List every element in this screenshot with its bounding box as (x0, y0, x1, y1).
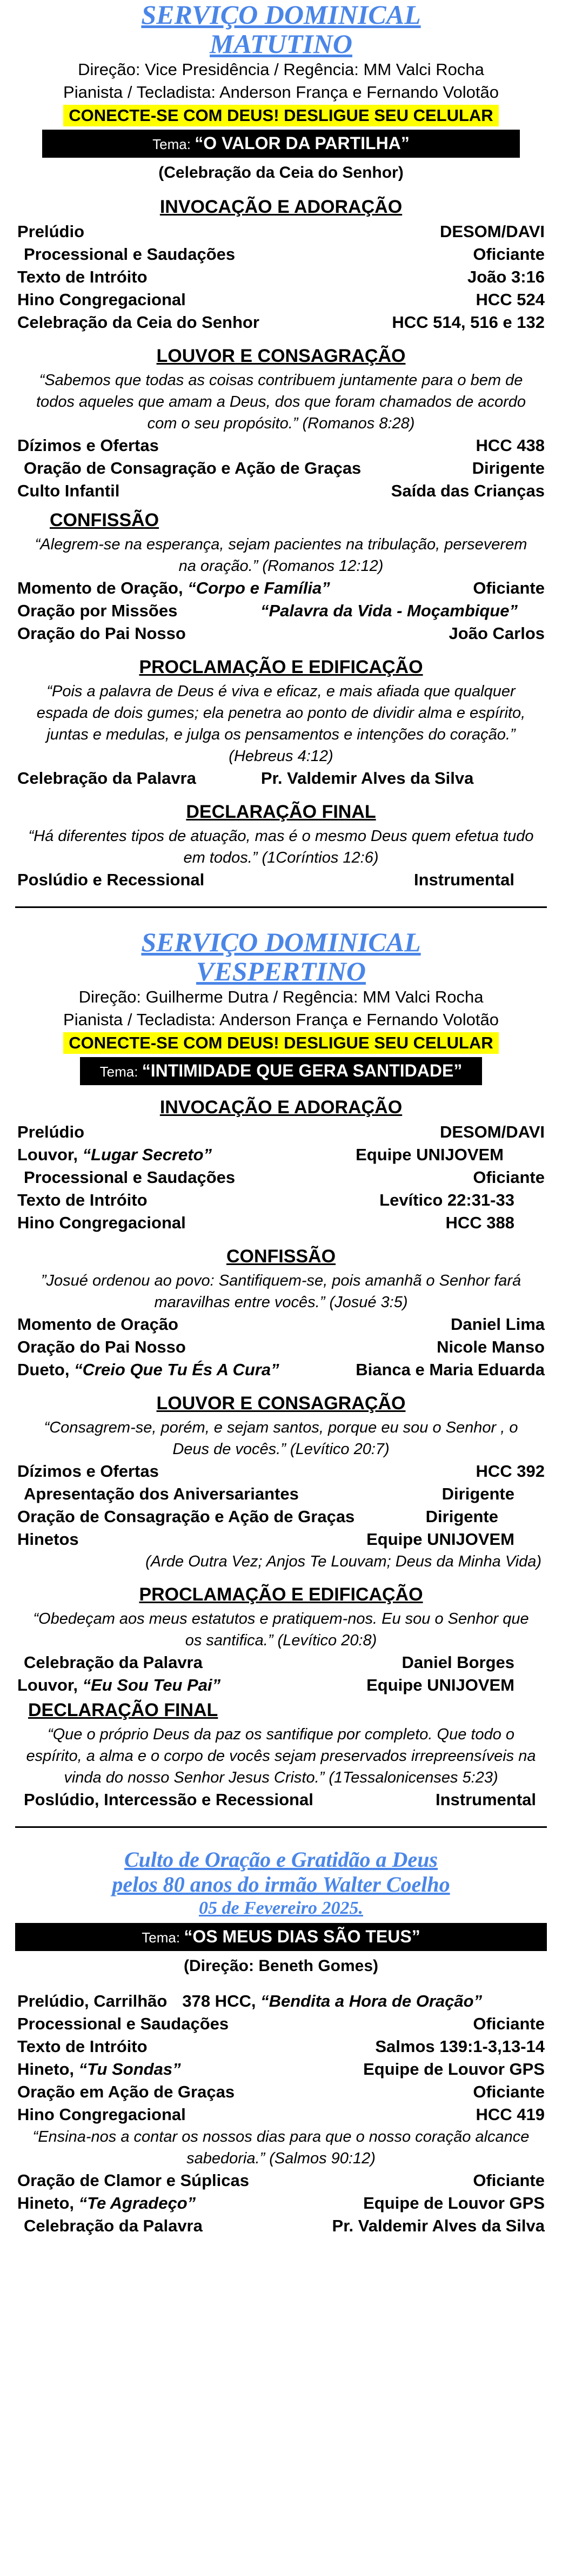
row-left: Hineto, “Te Agradeço” (17, 2194, 196, 2212)
row-right: HCC 514, 516 e 132 (392, 313, 545, 332)
row-right: Oficiante (473, 2082, 545, 2101)
program-row (15, 1990, 547, 2013)
row-left: Celebração da Palavra (24, 2216, 203, 2235)
morning-note: (Celebração da Ceia do Senhor) (158, 164, 404, 181)
program-row (15, 1528, 547, 1551)
evening-s3-heading: LOUVOR E CONSAGRAÇÃO (156, 1393, 406, 1414)
evening-theme-label: Tema: (99, 1064, 142, 1080)
row-right: João Carlos (449, 624, 545, 643)
evening-s2-quote: ”Josué ordenou ao povo: Santifiquem-se, pois amanhã o Senhor fará maravilhas entre vocês.” (Josué 3:5) (41, 1272, 521, 1311)
program-row (15, 1788, 547, 1811)
program-row (15, 1166, 547, 1189)
row-left: Oração de Clamor e Súplicas (17, 2171, 250, 2190)
program-row (15, 288, 547, 311)
section-divider (15, 906, 547, 908)
row-left: Dízimos e Ofertas (17, 436, 159, 455)
row-right: Equipe UNIJOVEM (356, 1145, 504, 1164)
row-left: Oração do Pai Nosso (17, 1337, 186, 1356)
row-right: Instrumental (413, 870, 514, 889)
row-left: Prelúdio (17, 222, 85, 241)
row-left: Prelúdio, Carrilhão (17, 1992, 168, 2010)
morning-s5-heading: DECLARAÇÃO FINAL (186, 802, 376, 822)
row-left: Oração por Missões (17, 601, 178, 620)
row-left: Celebração da Ceia do Senhor (17, 313, 259, 332)
program-row (15, 1651, 547, 1674)
program-row (15, 311, 547, 334)
row-left: Poslúdio, Intercessão e Recessional (24, 1790, 313, 1809)
row-left: Processional e Saudações (17, 2014, 229, 2033)
program-row (15, 457, 547, 480)
evening-s5-quote: “Que o próprio Deus da paz os santifique por completo. Que todo o espírito, a alma e o corpo de vocês sejam preservados irrepreensíveis na vinda do nosso Senhor Jesus Cristo.” (1Tessalonicenses 5:23) (26, 1726, 536, 1786)
row-left: Apresentação dos Aniversariantes (24, 1484, 299, 1503)
program-row (15, 434, 547, 457)
program-row (15, 2035, 547, 2058)
row-right: Oficiante (473, 2014, 545, 2033)
morning-phone-banner: CONECTE-SE COM DEUS! DESLIGUE SEU CELULAR (63, 105, 498, 126)
program-row (15, 1336, 547, 1358)
row-right: Daniel Lima (451, 1315, 545, 1334)
morning-title-line1: SERVIÇO DOMINICAL (141, 0, 421, 30)
row-left: Processional e Saudações (24, 245, 236, 264)
morning-theme-label: Tema: (152, 136, 195, 152)
program-row (15, 1313, 547, 1336)
morning-s3-heading: CONFISSÃO (50, 510, 159, 530)
special-service (15, 1847, 547, 2237)
program-row (15, 577, 547, 600)
row-right: Daniel Borges (402, 1653, 514, 1672)
program-row (15, 869, 547, 891)
morning-title-line2: MATUTINO (210, 29, 352, 59)
row-right: Oficiante (473, 2171, 545, 2190)
row-right: Saída das Crianças (391, 481, 545, 500)
row-left: Hinetos (17, 1530, 79, 1549)
morning-service (15, 0, 547, 891)
row-right: Oficiante (473, 245, 545, 264)
row-left: Louvor, “Lugar Secreto” (17, 1145, 212, 1164)
morning-s1-heading: INVOCAÇÃO E ADORAÇÃO (159, 197, 403, 217)
evening-theme-bar (80, 1057, 482, 1085)
row-left: Processional e Saudações (24, 1168, 236, 1187)
program-row (15, 243, 547, 266)
special-title (15, 1847, 547, 1897)
special-theme-bar (15, 1923, 547, 1951)
evening-theme-value: “INTIMIDADE QUE GERA SANTIDADE” (142, 1061, 463, 1080)
evening-phone-banner: CONECTE-SE COM DEUS! DESLIGUE SEU CELULAR (63, 1032, 498, 1054)
program-row (15, 600, 547, 622)
row-left: Louvor, “Eu Sou Teu Pai” (17, 1676, 221, 1694)
program-row (15, 1460, 547, 1483)
morning-credit-pianist: Pianista / Tecladista: Anderson França e Fernando Volotão (63, 83, 499, 102)
row-right: Dirigente (425, 1507, 498, 1526)
program-row (15, 480, 547, 502)
row-left: Texto de Intróito (17, 267, 148, 286)
program-row (15, 2215, 547, 2237)
morning-s3-quote: “Alegrem-se na esperança, sejam pacientes na tribulação, perseverem na oração.” (Romanos 12:12) (35, 536, 527, 575)
special-note: (Direção: Beneth Gomes) (183, 1957, 379, 1975)
row-left: Dízimos e Ofertas (17, 1462, 159, 1481)
evening-s4-quote: “Obedeçam aos meus estatutos e pratiquem-nos. Eu sou o Senhor que os santifica.” (Levítico 20:8) (33, 1610, 529, 1649)
row-right: Bianca e Maria Eduarda (356, 1360, 545, 1379)
row-left: Oração em Ação de Graças (17, 2082, 235, 2101)
row-left: Momento de Oração (17, 1315, 178, 1334)
program-row (15, 266, 547, 288)
evening-s1-heading: INVOCAÇÃO E ADORAÇÃO (159, 1097, 403, 1118)
evening-credit-direction: Direção: Guilherme Dutra / Regência: MM Valci Rocha (78, 987, 484, 1006)
row-left: Oração de Consagração e Ação de Graças (24, 459, 362, 477)
program-row (15, 1505, 547, 1528)
morning-theme-value: “O VALOR DA PARTILHA” (195, 133, 410, 153)
row-mid: 378 HCC, “Bendita a Hora de Oração” (182, 1992, 483, 2010)
row-right: Dirigente (441, 1484, 514, 1503)
morning-title (15, 0, 547, 58)
morning-s4-quote: “Pois a palavra de Deus é viva e eficaz, e mais afiada que qualquer espada de dois gumes; ela penetra ao ponto de dividir alma e espírito, juntas e medulas, e julga os pensamentos e intenções do coração.” (Hebreus 4:12) (36, 683, 526, 765)
row-left: Poslúdio e Recessional (17, 870, 205, 889)
program-row (15, 2081, 547, 2103)
program-row (15, 1144, 547, 1166)
program-row (15, 622, 547, 645)
row-right: Pr. Valdemir Alves da Silva (260, 769, 474, 788)
row-left: Texto de Intróito (17, 1191, 148, 1209)
program-row (15, 767, 547, 790)
evening-title (15, 927, 547, 986)
row-left: Texto de Intróito (17, 2037, 148, 2056)
row-left: Hineto, “Tu Sondas” (17, 2060, 181, 2079)
program-row (15, 2013, 547, 2035)
row-right: Nicole Manso (437, 1337, 545, 1356)
row-left: Dueto, “Creio Que Tu És A Cura” (17, 1360, 279, 1379)
evening-s3-quote: “Consagrem-se, porém, e sejam santos, porque eu sou o Senhor , o Deus de vocês.” (Levítico 20:7) (44, 1419, 518, 1458)
row-right: Pr. Valdemir Alves da Silva (332, 2216, 545, 2235)
morning-s4-heading: PROCLAMAÇÃO E EDIFICAÇÃO (139, 657, 423, 677)
row-right: Oficiante (473, 579, 545, 597)
evening-title-line1: SERVIÇO DOMINICAL (141, 927, 421, 957)
evening-credit-pianist: Pianista / Tecladista: Anderson França e Fernando Volotão (63, 1010, 499, 1029)
row-left: Oração do Pai Nosso (17, 624, 186, 643)
morning-s2-quote: “Sabemos que todas as coisas contribuem juntamente para o bem de todos aqueles que amam a Deus, dos que foram chamados de acordo com o seu propósito.” (Romanos 8:28) (36, 372, 526, 432)
special-date: 05 de Fevereiro 2025. (198, 1898, 364, 1918)
program-row (15, 2192, 547, 2215)
row-right: Dirigente (472, 459, 545, 477)
row-right: Oficiante (473, 1168, 545, 1187)
program-row (15, 220, 547, 243)
row-right: Equipe de Louvor GPS (363, 2194, 545, 2212)
evening-s4-heading: PROCLAMAÇÃO E EDIFICAÇÃO (139, 1584, 423, 1605)
row-left: Hino Congregacional (17, 1213, 186, 1232)
evening-service (15, 927, 547, 1811)
row-left: Prelúdio (17, 1122, 85, 1141)
row-right: Salmos 139:1-3,13-14 (375, 2037, 545, 2056)
row-mid: “Palavra da Vida - Moçambique” (260, 601, 518, 620)
row-right: Equipe UNIJOVEM (366, 1530, 514, 1549)
morning-theme-bar (42, 130, 520, 158)
row-left: Oração de Consagração e Ação de Graças (17, 1507, 355, 1526)
morning-s5-quote: “Há diferentes tipos de atuação, mas é o mesmo Deus quem efetua tudo em todos.” (1Coríntios 12:6) (28, 828, 534, 866)
row-right: HCC 438 (476, 436, 545, 455)
row-left: Celebração da Palavra (17, 769, 196, 788)
row-right: HCC 392 (476, 1462, 545, 1481)
row-right: HCC 524 (476, 290, 545, 309)
row-left: Momento de Oração, “Corpo e Família” (17, 579, 330, 597)
row-right: Instrumental (435, 1790, 536, 1809)
row-right: DESOM/DAVI (439, 1122, 545, 1141)
row-right: DESOM/DAVI (439, 222, 545, 241)
special-title-line1: Culto de Oração e Gratidão a Deus (124, 1847, 438, 1872)
section-divider (15, 1826, 547, 1828)
program-row (15, 2103, 547, 2126)
program-row (15, 1212, 547, 1234)
special-title-line2: pelos 80 anos do irmão Walter Coelho (112, 1872, 450, 1896)
row-right: HCC 419 (476, 2105, 545, 2124)
program-row (15, 1483, 547, 1505)
program-row (15, 1121, 547, 1144)
special-theme-value: “OS MEUS DIAS SÃO TEUS” (184, 1927, 420, 1946)
morning-credit-direction: Direção: Vice Presidência / Regência: MM Valci Rocha (78, 60, 484, 79)
evening-title-line2: VESPERTINO (196, 956, 366, 986)
row-right: Equipe UNIJOVEM (366, 1676, 514, 1694)
row-right: Equipe de Louvor GPS (363, 2060, 545, 2079)
row-left: Celebração da Palavra (24, 1653, 203, 1672)
program-row (15, 1674, 547, 1697)
evening-s5-heading: DECLARAÇÃO FINAL (28, 1700, 218, 1720)
row-right: João 3:16 (467, 267, 545, 286)
special-quote: “Ensina-nos a contar os nossos dias para que o nosso coração alcance sabedoria.” (Salmos 90:12) (32, 2128, 530, 2167)
evening-hinetos-list: (Arde Outra Vez; Anjos Te Louvam; Deus da Minha Vida) (145, 1553, 541, 1570)
program-row (15, 1189, 547, 1212)
row-right: HCC 388 (445, 1213, 514, 1232)
program-row (15, 2169, 547, 2192)
program-row (15, 1358, 547, 1381)
program-row (15, 2058, 547, 2081)
row-left: Hino Congregacional (17, 2105, 186, 2124)
row-left: Culto Infantil (17, 481, 120, 500)
row-left: Hino Congregacional (17, 290, 186, 309)
special-theme-label: Tema: (142, 1929, 184, 1946)
row-right: Levítico 22:31-33 (379, 1191, 514, 1209)
evening-s2-heading: CONFISSÃO (226, 1246, 336, 1267)
morning-s2-heading: LOUVOR E CONSAGRAÇÃO (156, 346, 406, 366)
